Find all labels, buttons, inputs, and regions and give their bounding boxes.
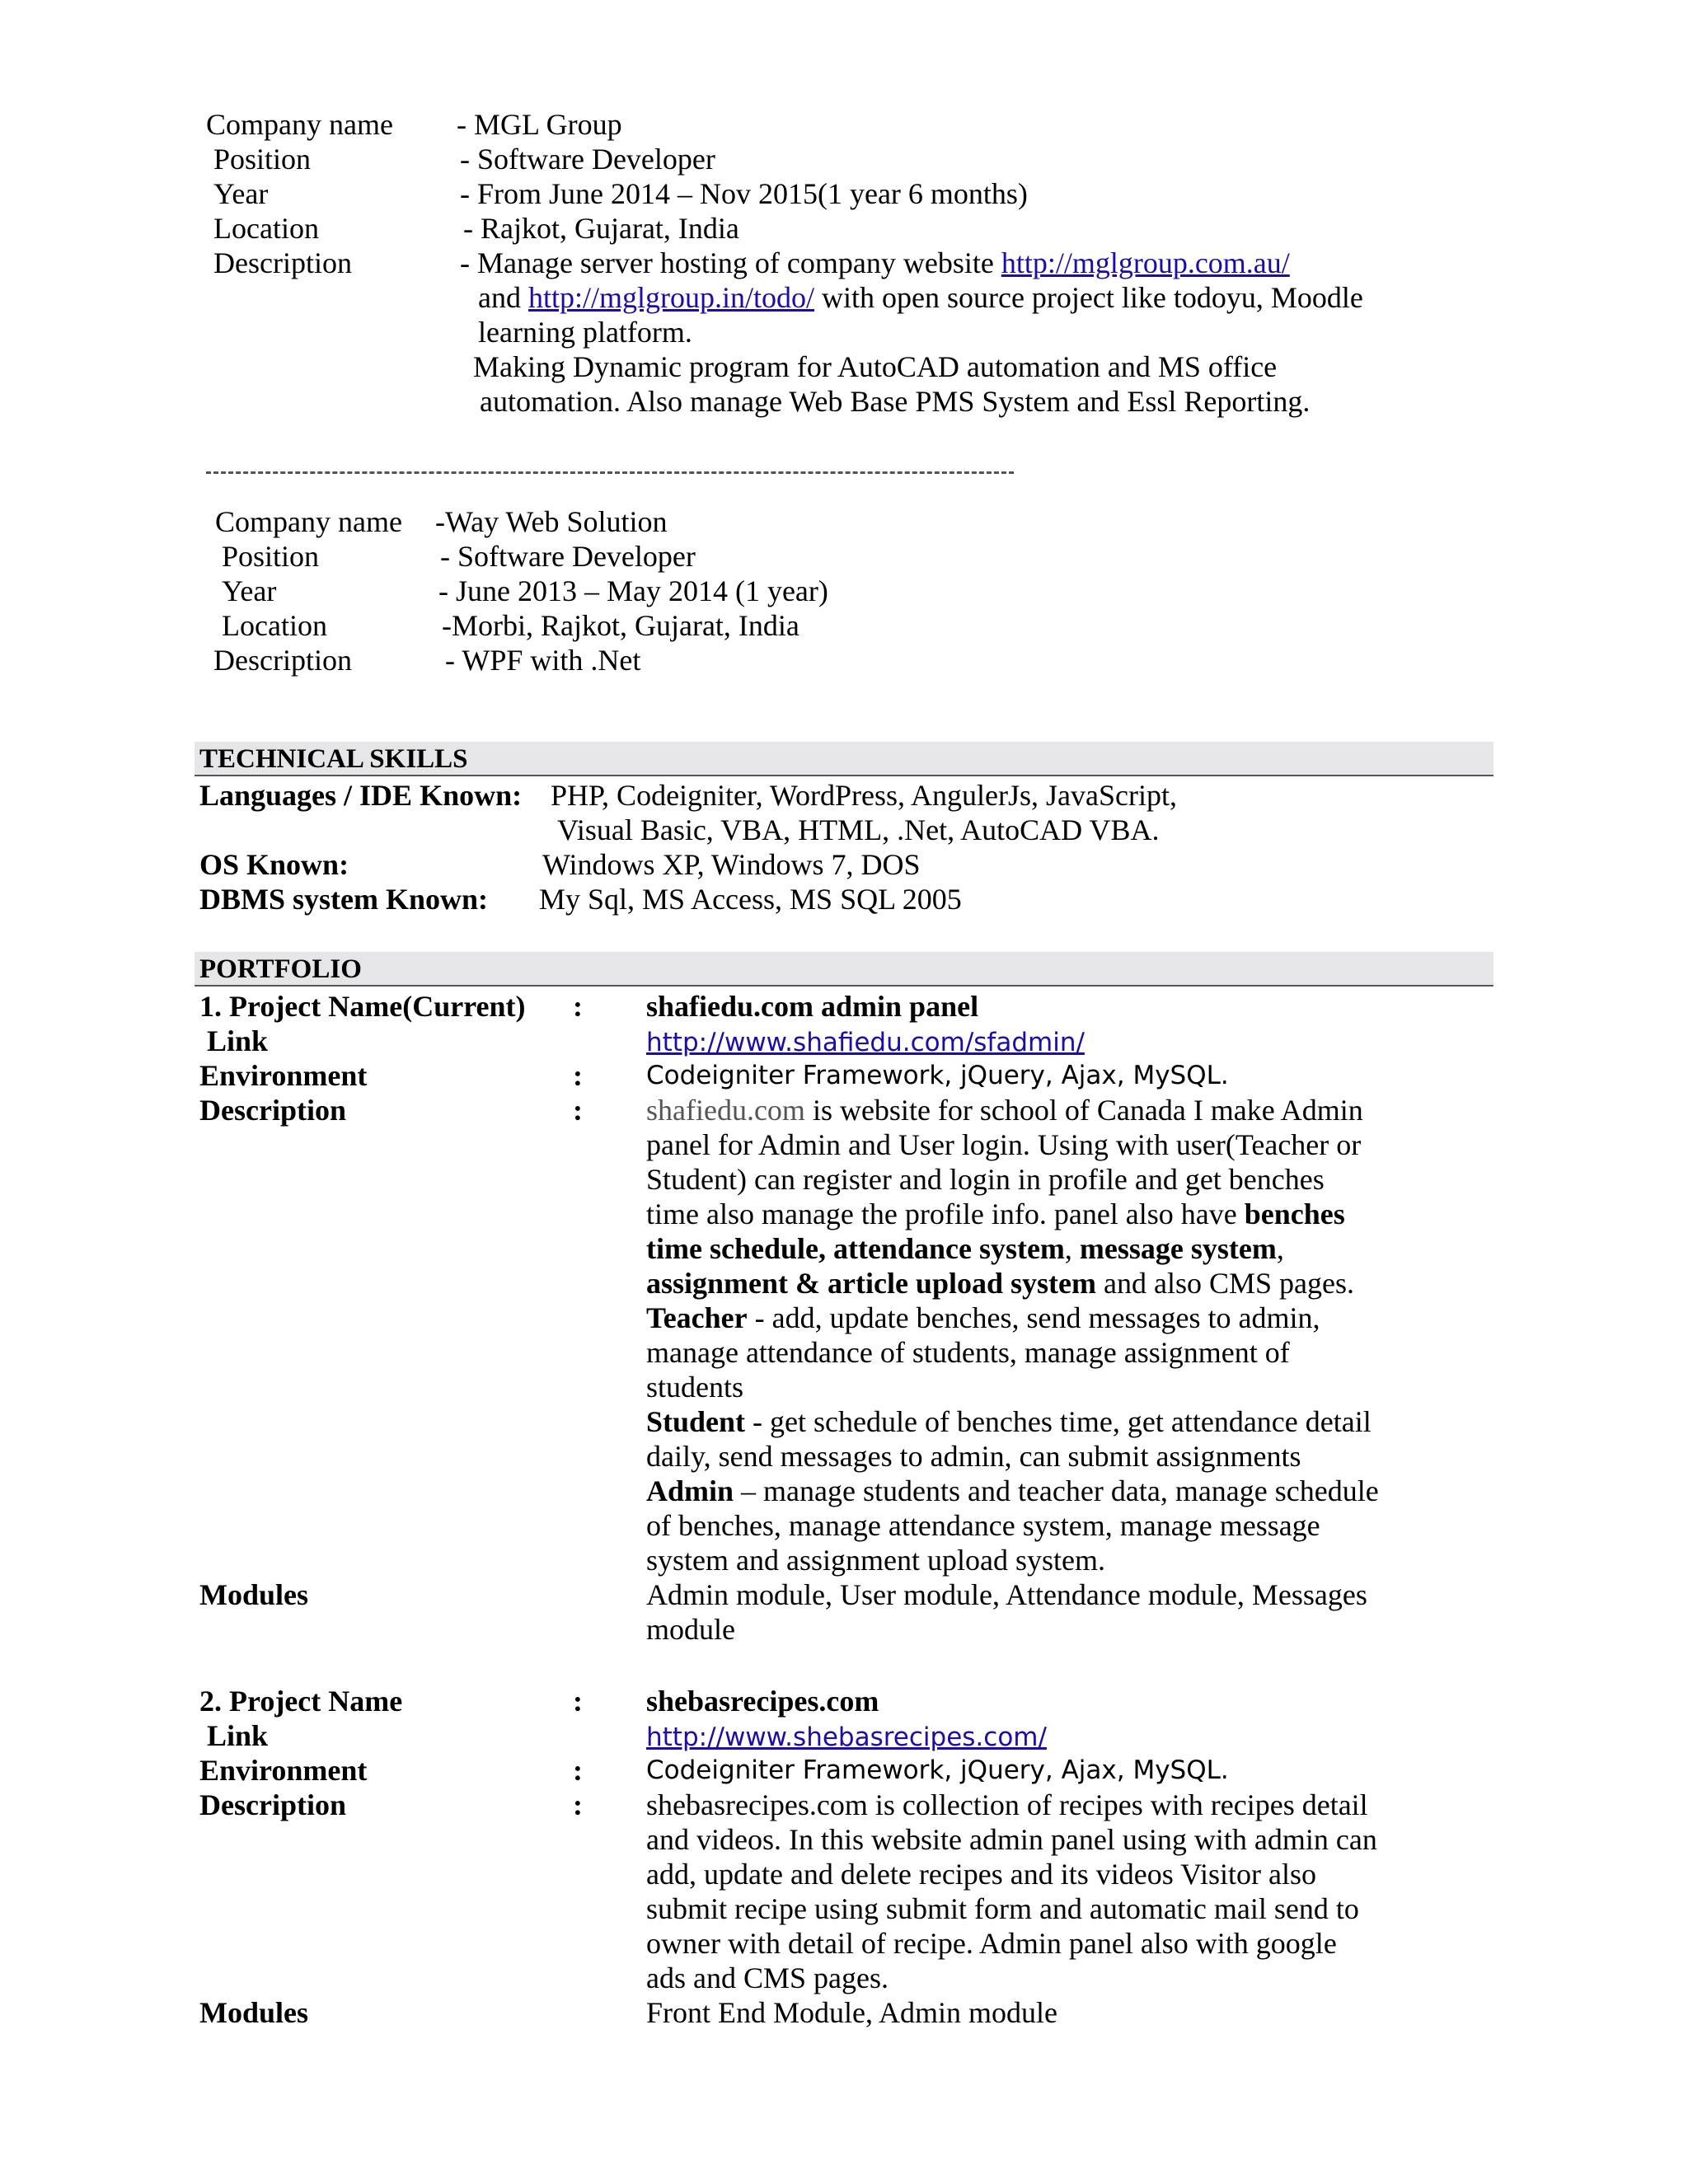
- languages-label: Languages / IDE Known:: [199, 779, 523, 812]
- project2-modules-label: Modules: [199, 1996, 309, 2029]
- project2-name: shebasrecipes.com: [646, 1685, 879, 1718]
- mglgroup-todo-link[interactable]: http://mglgroup.in/todo/: [528, 281, 814, 314]
- project2-link-line: [646, 1718, 1047, 1755]
- portfolio-heading: PORTFOLIO: [195, 952, 1493, 987]
- project2-name-colon: :: [573, 1685, 583, 1718]
- project2-desc-colon: :: [573, 1788, 583, 1821]
- os-value: Windows XP, Windows 7, DOS: [542, 848, 921, 881]
- exp1-description-line5: automation. Also manage Web Base PMS System and Essl Reporting.: [480, 385, 1311, 418]
- project1-desc-colon: :: [573, 1094, 583, 1127]
- exp1-position: - Software Developer: [460, 143, 715, 176]
- exp1-description-line3: learning platform.: [478, 316, 692, 349]
- project1-desc-line5: time schedule, attendance system, message system,: [646, 1232, 1284, 1265]
- exp1-description-line4: Making Dynamic program for AutoCAD automation and MS office: [473, 350, 1278, 383]
- os-label: OS Known:: [199, 848, 349, 881]
- project1-name-label: 1. Project Name(Current): [199, 990, 526, 1023]
- dbms-label: DBMS system Known:: [199, 883, 489, 916]
- project2-desc-line3: add, update and delete recipes and its videos Visitor also: [646, 1858, 1316, 1891]
- project2-desc-line5: owner with detail of recipe. Admin panel also with google: [646, 1927, 1337, 1960]
- project2-desc-line6: ads and CMS pages.: [646, 1961, 889, 1994]
- project2-env-colon: :: [573, 1754, 583, 1787]
- project1-desc-line10: Student - get schedule of benches time, get attendance detail: [646, 1405, 1372, 1438]
- project1-desc-line13: of benches, manage attendance system, manage message: [646, 1509, 1320, 1542]
- exp2-location-label: Location: [222, 609, 327, 642]
- project2-link-label: Link: [207, 1719, 269, 1752]
- exp1-description-line1: - Manage server hosting of company website http://mglgroup.com.au/: [460, 246, 1290, 279]
- project1-desc-line3: Student) can register and login in profile and get benches: [646, 1163, 1325, 1196]
- project1-link-label: Link: [207, 1024, 269, 1057]
- experience-divider: [206, 471, 1014, 474]
- mglgroup-au-link[interactable]: http://mglgroup.com.au/: [1001, 246, 1290, 279]
- project1-env-label: Environment: [199, 1059, 368, 1092]
- exp1-position-label: Position: [213, 143, 312, 176]
- exp1-location-label: Location: [213, 212, 319, 245]
- exp2-position-label: Position: [222, 540, 320, 573]
- project1-link-line: [646, 1024, 1085, 1060]
- shafiedu-link[interactable]: http://www.shafiedu.com/sfadmin/: [646, 1028, 1085, 1057]
- exp1-location: - Rajkot, Gujarat, India: [463, 212, 739, 245]
- project1-modules-label: Modules: [199, 1578, 309, 1611]
- exp1-year-label: Year: [213, 177, 269, 210]
- exp2-position: - Software Developer: [440, 540, 696, 573]
- project2-env: Codeigniter Framework, jQuery, Ajax, MySQL.: [646, 1755, 1229, 1785]
- project1-desc-line12: Admin – manage students and teacher data, manage schedule: [646, 1474, 1379, 1507]
- project1-name: shafiedu.com admin panel: [646, 990, 979, 1023]
- project2-desc-line4: submit recipe using submit form and automatic mail send to: [646, 1892, 1359, 1925]
- exp1-description-label: Description: [213, 246, 352, 279]
- project1-desc-line8: manage attendance of students, manage assignment of: [646, 1336, 1290, 1369]
- project1-desc-line11: daily, send messages to admin, can submit assignments: [646, 1440, 1301, 1473]
- exp1-description-line2: and http://mglgroup.in/todo/ with open source project like todoyu, Moodle: [478, 281, 1363, 314]
- project1-desc-line4: time also manage the profile info. panel also have benches: [646, 1197, 1345, 1230]
- shebasrecipes-link[interactable]: http://www.shebasrecipes.com/: [646, 1722, 1047, 1752]
- project1-desc-line1: shafiedu.com is website for school of Canada I make Admin: [646, 1094, 1363, 1127]
- exp1-company-label: Company name: [206, 108, 393, 141]
- project2-desc-line1: shebasrecipes.com is collection of recipes with recipes detail: [646, 1788, 1368, 1821]
- project1-env: Codeigniter Framework, jQuery, Ajax, MySQL.: [646, 1061, 1229, 1090]
- project1-env-colon: :: [573, 1059, 583, 1092]
- exp2-description-label: Description: [213, 644, 352, 677]
- exp2-year-label: Year: [222, 574, 277, 607]
- project2-desc-label: Description: [199, 1788, 346, 1821]
- technical-skills-heading: TECHNICAL SKILLS: [195, 742, 1493, 776]
- project2-modules-line1: Front End Module, Admin module: [646, 1996, 1057, 2029]
- exp2-company: -Way Web Solution: [435, 505, 668, 538]
- exp2-description: - WPF with .Net: [445, 644, 641, 677]
- exp2-location: -Morbi, Rajkot, Gujarat, India: [442, 609, 799, 642]
- project1-desc-line7: Teacher - add, update benches, send messages to admin,: [646, 1301, 1320, 1334]
- project1-desc-label: Description: [199, 1094, 346, 1127]
- project2-name-label: 2. Project Name: [199, 1685, 403, 1718]
- project2-env-label: Environment: [199, 1754, 368, 1787]
- exp1-year: - From June 2014 – Nov 2015(1 year 6 months): [460, 177, 1028, 210]
- project1-desc-line9: students: [646, 1371, 744, 1404]
- project1-desc-line14: system and assignment upload system.: [646, 1544, 1105, 1577]
- exp1-company: - MGL Group: [457, 108, 622, 141]
- project1-desc-line2: panel for Admin and User login. Using with user(Teacher or: [646, 1128, 1362, 1161]
- project1-desc-line6: assignment & article upload system and also CMS pages.: [646, 1267, 1354, 1300]
- languages-value-line1: PHP, Codeigniter, WordPress, AngulerJs, JavaScript,: [551, 779, 1177, 812]
- project1-name-colon: :: [573, 990, 583, 1023]
- languages-value-line2: Visual Basic, VBA, HTML, .Net, AutoCAD VBA.: [557, 813, 1160, 846]
- project1-modules-line1: Admin module, User module, Attendance module, Messages: [646, 1578, 1367, 1611]
- exp2-year: - June 2013 – May 2014 (1 year): [438, 574, 828, 607]
- project2-desc-line2: and videos. In this website admin panel using with admin can: [646, 1823, 1377, 1856]
- project1-modules-line2: module: [646, 1613, 735, 1646]
- dbms-value: My Sql, MS Access, MS SQL 2005: [539, 883, 962, 916]
- exp2-company-label: Company name: [215, 505, 402, 538]
